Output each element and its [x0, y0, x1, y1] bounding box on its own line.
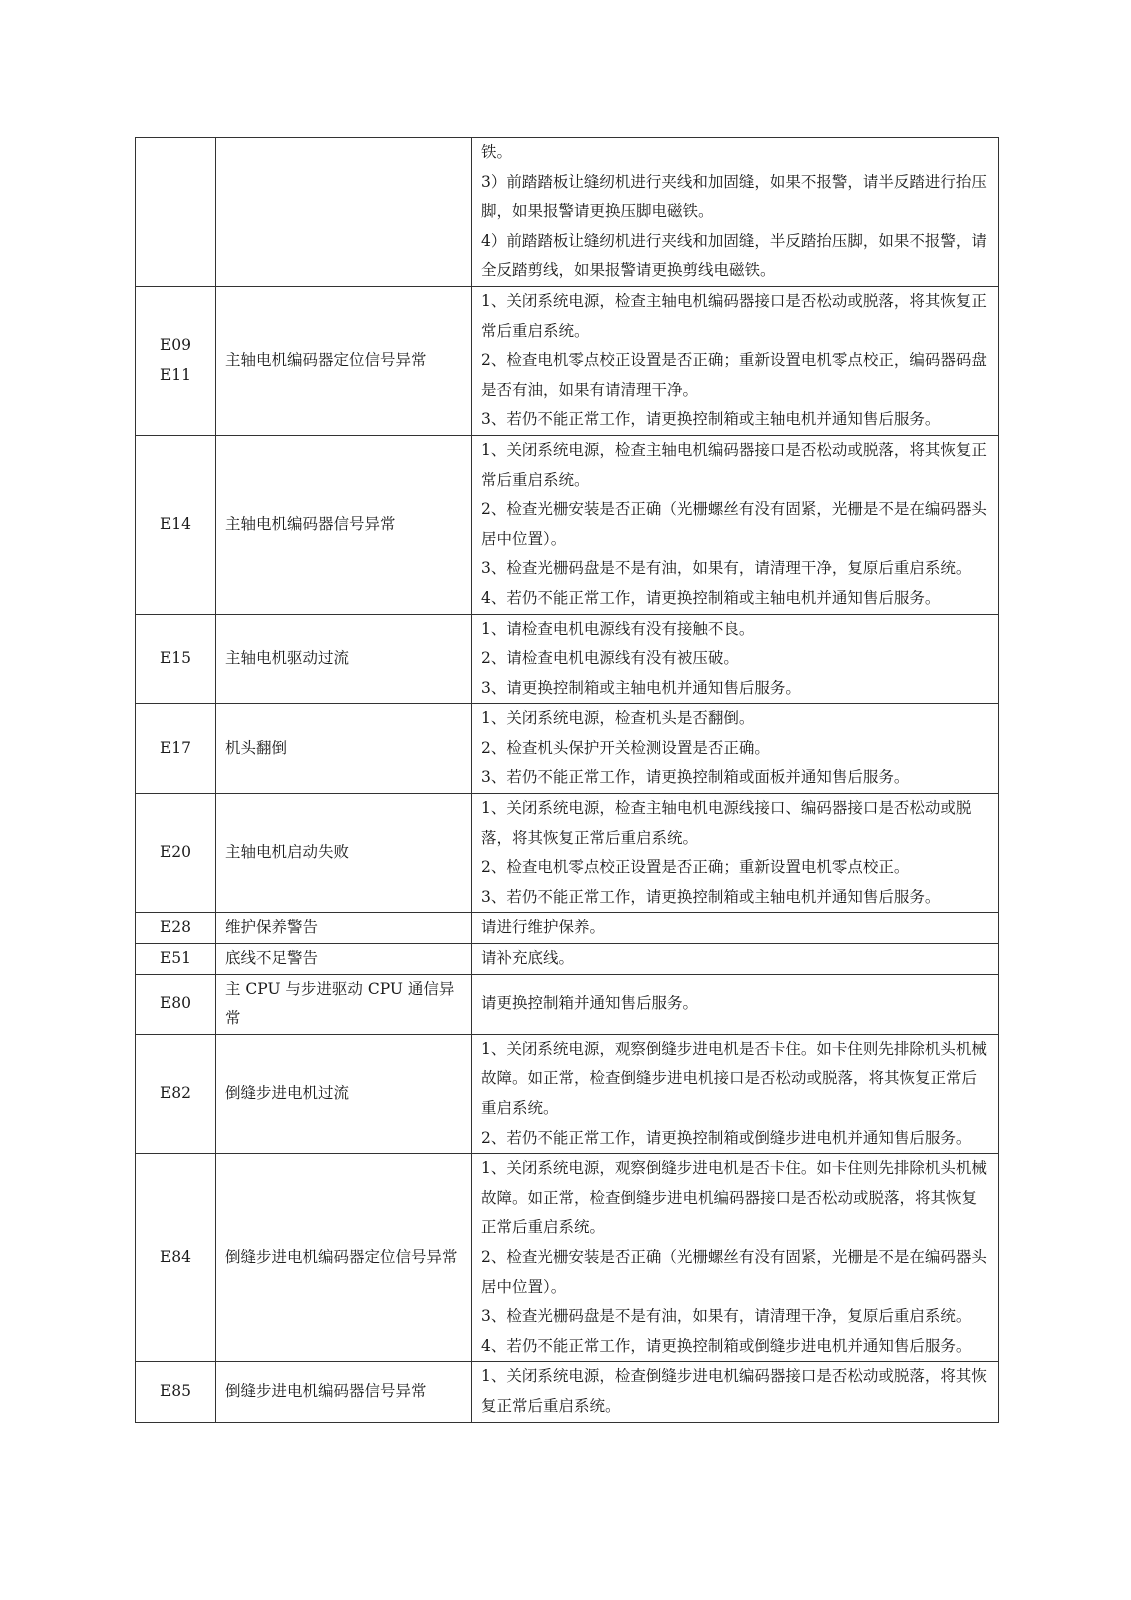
solution-cell — [472, 614, 999, 704]
solution-step: 铁。 — [481, 143, 513, 161]
table-row — [136, 704, 999, 794]
solution-step: 2、检查机头保护开关检测设置是否正确。 — [481, 738, 770, 757]
error-description-cell — [216, 286, 472, 435]
error-code-table — [135, 137, 999, 1423]
table-row — [136, 1034, 999, 1153]
error-code: E82 — [159, 1084, 192, 1103]
table-row — [136, 974, 999, 1034]
table-row — [136, 944, 999, 975]
error-code: E80 — [159, 994, 192, 1013]
solution-step: 请进行维护保养。 — [481, 918, 606, 937]
error-code: E85 — [159, 1382, 192, 1401]
error-description-cell — [216, 435, 472, 614]
error-description: 倒缝步进电机编码器定位信号异常 — [225, 1247, 458, 1266]
table-row — [136, 913, 999, 944]
solution-cell — [472, 1034, 999, 1153]
error-code-cell — [136, 435, 216, 614]
solution-step: 4、若仍不能正常工作，请更换控制箱或主轴电机并通知售后服务。 — [481, 588, 941, 607]
solution-cell — [472, 913, 999, 944]
error-code-cell — [136, 1154, 216, 1362]
table-row — [136, 614, 999, 704]
error-description-cell — [216, 1362, 472, 1422]
error-description-cell — [216, 974, 472, 1034]
solution-step: 3、检查光栅码盘是不是有油，如果有，请清理干净，复原后重启系统。 — [481, 559, 972, 578]
solution-step: 请补充底线。 — [481, 949, 575, 968]
solution-step: 4、若仍不能正常工作，请更换控制箱或倒缝步进电机并通知售后服务。 — [481, 1336, 972, 1355]
error-description-cell — [216, 704, 472, 794]
solution-step: 1、关闭系统电源，检查倒缝步进电机编码器接口是否松动或脱落，将其恢复正常后重启系统。 — [481, 1367, 987, 1415]
solution-step: 1、关闭系统电源，检查主轴电机编码器接口是否松动或脱落，将其恢复正常后重启系统。 — [481, 440, 987, 489]
error-description: 主 CPU 与步进驱动 CPU 通信异常 — [225, 979, 455, 1028]
error-code-cell — [136, 286, 216, 435]
error-code-cell — [136, 944, 216, 975]
solution-step: 1、关闭系统电源，检查机头是否翻倒。 — [481, 709, 755, 728]
error-code: E17 — [159, 738, 192, 757]
solution-cell — [472, 794, 999, 913]
error-description: 倒缝步进电机编码器信号异常 — [225, 1382, 427, 1401]
error-description-cell — [216, 138, 472, 287]
table-row — [136, 1362, 999, 1422]
solution-cell — [472, 435, 999, 614]
error-description: 主轴电机编码器信号异常 — [225, 514, 396, 533]
solution-step: 2、检查光栅安装是否正确（光栅螺丝有没有固紧，光栅是不是在编码器头居中位置）。 — [481, 1247, 987, 1296]
table-row — [136, 1154, 999, 1362]
table-row — [136, 435, 999, 614]
error-description: 底线不足警告 — [225, 949, 319, 968]
solution-cell — [472, 944, 999, 975]
solution-cell — [472, 1154, 999, 1362]
error-code: E11 — [159, 365, 192, 384]
error-description-cell — [216, 614, 472, 704]
error-description: 主轴电机启动失败 — [225, 843, 350, 862]
error-description: 倒缝步进电机过流 — [225, 1084, 350, 1103]
error-description: 机头翻倒 — [225, 738, 288, 757]
error-code: E84 — [159, 1247, 192, 1266]
error-description: 主轴电机编码器定位信号异常 — [225, 351, 427, 370]
error-code-cell — [136, 1034, 216, 1153]
solution-step: 3、检查光栅码盘是不是有油，如果有，请清理干净，复原后重启系统。 — [481, 1307, 972, 1326]
error-description-cell — [216, 913, 472, 944]
solution-step: 1、请检查电机电源线有没有接触不良。 — [481, 619, 755, 638]
error-description-cell — [216, 794, 472, 913]
solution-step: 2、请检查电机电源线有没有被压破。 — [481, 649, 739, 668]
error-description: 维护保养警告 — [225, 918, 319, 937]
solution-step: 1、关闭系统电源，观察倒缝步进电机是否卡住。如卡住则先排除机头机械故障。如正常，检查倒缝步进电机编码器接口是否松动或脱落，将其恢复正常后重启系统。 — [481, 1159, 987, 1237]
solution-step: 4）前踏踏板让缝纫机进行夹线和加固缝，半反踏抬压脚，如果不报警，请全反踏剪线，如果报警请更换剪线电磁铁。 — [481, 231, 987, 280]
error-code-cell — [136, 1362, 216, 1422]
solution-cell — [472, 1362, 999, 1422]
solution-step: 2、若仍不能正常工作，请更换控制箱或倒缝步进电机并通知售后服务。 — [481, 1128, 972, 1147]
solution-step: 3、请更换控制箱或主轴电机并通知售后服务。 — [481, 678, 801, 697]
error-code-cell — [136, 913, 216, 944]
solution-step: 3、若仍不能正常工作，请更换控制箱或主轴电机并通知售后服务。 — [481, 410, 941, 429]
solution-step: 3、若仍不能正常工作，请更换控制箱或面板并通知售后服务。 — [481, 768, 910, 787]
table-row — [136, 138, 999, 287]
table-row — [136, 794, 999, 913]
error-code: E20 — [159, 843, 192, 862]
solution-step: 请更换控制箱并通知售后服务。 — [481, 994, 699, 1013]
solution-cell — [472, 138, 999, 287]
error-code-cell — [136, 704, 216, 794]
error-description-cell — [216, 944, 472, 975]
error-code-cell — [136, 974, 216, 1034]
error-code: E51 — [159, 949, 192, 968]
error-code: E09 — [159, 336, 192, 355]
error-code-cell — [136, 794, 216, 913]
error-code: E14 — [159, 514, 192, 533]
error-description: 主轴电机驱动过流 — [225, 649, 350, 668]
solution-step: 3、若仍不能正常工作，请更换控制箱或主轴电机并通知售后服务。 — [481, 887, 941, 906]
solution-step: 1、关闭系统电源，检查主轴电机编码器接口是否松动或脱落，将其恢复正常后重启系统。 — [481, 291, 987, 340]
solution-step: 2、检查电机零点校正设置是否正确；重新设置电机零点校正，编码器码盘是否有油，如果有请清理干净。 — [481, 351, 987, 399]
solution-step: 1、关闭系统电源，检查主轴电机电源线接口、编码器接口是否松动或脱落，将其恢复正常后重启系统。 — [481, 799, 972, 847]
error-code-table-body — [136, 138, 999, 1423]
solution-step: 2、检查电机零点校正设置是否正确；重新设置电机零点校正。 — [481, 858, 910, 877]
table-row — [136, 286, 999, 435]
error-code: E15 — [159, 649, 192, 668]
solution-cell — [472, 286, 999, 435]
solution-step: 2、检查光栅安装是否正确（光栅螺丝有没有固紧，光栅是不是在编码器头居中位置）。 — [481, 500, 987, 548]
error-code-cell — [136, 138, 216, 287]
error-description-cell — [216, 1154, 472, 1362]
error-code: E28 — [159, 918, 192, 937]
solution-cell — [472, 974, 999, 1034]
error-description-cell — [216, 1034, 472, 1153]
solution-step: 1、关闭系统电源，观察倒缝步进电机是否卡住。如卡住则先排除机头机械故障。如正常，检查倒缝步进电机接口是否松动或脱落，将其恢复正常后重启系统。 — [481, 1039, 987, 1117]
error-code-cell — [136, 614, 216, 704]
solution-cell — [472, 704, 999, 794]
solution-step: 3）前踏踏板让缝纫机进行夹线和加固缝，如果不报警，请半反踏进行抬压脚，如果报警请更换压脚电磁铁。 — [481, 172, 987, 221]
